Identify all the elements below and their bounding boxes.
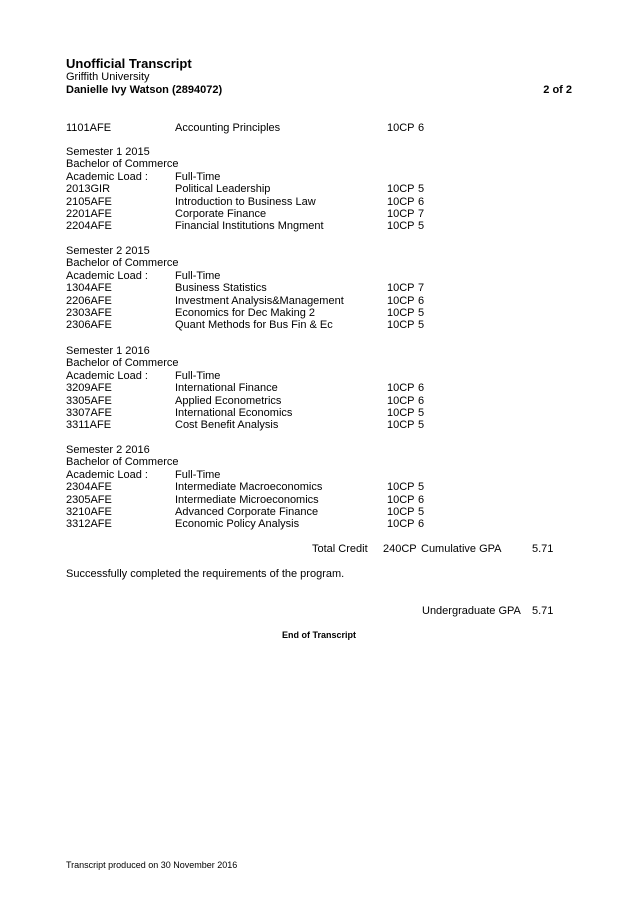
semester-term: Semester 2 2016 bbox=[66, 444, 150, 456]
undergraduate-gpa-value: 5.71 bbox=[532, 605, 554, 617]
course-credit: 10CP bbox=[387, 208, 415, 220]
course-name: Applied Econometrics bbox=[175, 394, 282, 407]
course-name: International Finance bbox=[175, 382, 278, 395]
course-name: Corporate Finance bbox=[175, 208, 267, 220]
produced-date: Transcript produced on 30 November 2016 bbox=[66, 860, 238, 870]
course-name: Quant Methods for Bus Fin & Ec bbox=[175, 319, 333, 332]
course-name: Accounting Principles bbox=[175, 122, 281, 134]
course-code: 3311AFE bbox=[66, 419, 112, 432]
course-code: 2201AFE bbox=[66, 208, 112, 220]
course-credit: 10CP bbox=[387, 407, 415, 419]
course-name: Economics for Dec Making 2 bbox=[175, 307, 315, 319]
course-name: Economic Policy Analysis bbox=[175, 518, 300, 531]
course-credit: 10CP bbox=[387, 282, 415, 295]
course-grade: 5 bbox=[418, 407, 425, 419]
semester-term: Semester 1 2015 bbox=[66, 146, 150, 158]
course-grade: 7 bbox=[418, 282, 425, 295]
academic-load-value: Full-Time bbox=[175, 369, 221, 382]
academic-load-label: Academic Load : bbox=[66, 468, 148, 481]
course-code: 2306AFE bbox=[66, 319, 112, 332]
course-code: 2013GIR bbox=[66, 183, 111, 196]
course-grade: 6 bbox=[418, 294, 425, 307]
course-code: 1304AFE bbox=[66, 282, 112, 295]
course-grade: 6 bbox=[418, 518, 425, 531]
course-code: 3210AFE bbox=[66, 506, 112, 518]
semester-program: Bachelor of Commerce bbox=[66, 257, 179, 270]
course-grade: 5 bbox=[418, 319, 425, 332]
course-grade: 6 bbox=[418, 382, 425, 395]
course-code: 2305AFE bbox=[66, 493, 112, 506]
academic-load-label: Academic Load : bbox=[66, 369, 148, 382]
course-code: 3312AFE bbox=[66, 518, 112, 531]
course-name: Business Statistics bbox=[175, 282, 267, 295]
course-grade: 5 bbox=[418, 481, 425, 494]
semester-program: Bachelor of Commerce bbox=[66, 456, 179, 469]
course-name: Financial Institutions Mngment bbox=[175, 220, 324, 233]
course-credit: 10CP bbox=[387, 382, 415, 395]
course-grade: 6 bbox=[418, 394, 425, 407]
course-name: Introduction to Business Law bbox=[175, 195, 316, 208]
course-name: Advanced Corporate Finance bbox=[175, 506, 319, 518]
course-code: 2204AFE bbox=[66, 220, 112, 233]
course-name: Investment Analysis&Management bbox=[175, 294, 344, 307]
course-grade: 5 bbox=[418, 419, 425, 432]
semester-program: Bachelor of Commerce bbox=[66, 158, 179, 171]
course-code: 2105AFE bbox=[66, 195, 112, 208]
course-credit: 10CP bbox=[387, 419, 415, 432]
course-name: Political Leadership bbox=[175, 183, 271, 196]
course-grade: 6 bbox=[418, 122, 425, 134]
course-code: 3305AFE bbox=[66, 394, 112, 407]
semester-program: Bachelor of Commerce bbox=[66, 357, 179, 370]
course-grade: 5 bbox=[418, 506, 425, 518]
course-credit: 10CP bbox=[387, 183, 415, 196]
course-code: 3209AFE bbox=[66, 382, 112, 395]
course-code: 3307AFE bbox=[66, 407, 112, 419]
course-credit: 10CP bbox=[387, 394, 415, 407]
total-credit-value: 240CP bbox=[383, 543, 417, 555]
undergraduate-gpa-label: Undergraduate GPA bbox=[422, 605, 521, 617]
semester-term: Semester 2 2015 bbox=[66, 245, 150, 257]
academic-load-value: Full-Time bbox=[175, 170, 221, 183]
academic-load-label: Academic Load : bbox=[66, 269, 148, 282]
course-credit: 10CP bbox=[387, 493, 415, 506]
course-grade: 5 bbox=[418, 220, 425, 233]
academic-load-value: Full-Time bbox=[175, 269, 221, 282]
course-credit: 10CP bbox=[387, 506, 415, 518]
end-of-transcript: End of Transcript bbox=[281, 630, 356, 640]
course-name: Intermediate Macroeconomics bbox=[175, 481, 323, 494]
page-number: 2 of 2 bbox=[543, 84, 572, 96]
course-code: 1101AFE bbox=[66, 122, 112, 134]
course-code: 2304AFE bbox=[66, 481, 112, 494]
course-grade: 5 bbox=[418, 183, 425, 196]
completion-note: Successfully completed the requirements of the program. bbox=[66, 568, 345, 580]
course-credit: 10CP bbox=[387, 518, 415, 531]
course-grade: 6 bbox=[418, 493, 425, 506]
transcript-title: Unofficial Transcript bbox=[66, 56, 192, 71]
course-credit: 10CP bbox=[387, 319, 415, 332]
cumulative-gpa-label: Cumulative GPA bbox=[421, 543, 502, 555]
course-credit: 10CP bbox=[387, 481, 415, 494]
course-code: 2303AFE bbox=[66, 307, 112, 319]
student-name: Danielle Ivy Watson (2894072) bbox=[66, 84, 223, 96]
course-name: International Economics bbox=[175, 407, 293, 419]
course-grade: 6 bbox=[418, 195, 425, 208]
course-credit: 10CP bbox=[387, 307, 415, 319]
academic-load-value: Full-Time bbox=[175, 468, 221, 481]
course-code: 2206AFE bbox=[66, 294, 112, 307]
course-name: Cost Benefit Analysis bbox=[175, 419, 279, 432]
course-grade: 7 bbox=[418, 208, 425, 220]
course-credit: 10CP bbox=[387, 220, 415, 233]
course-credit: 10CP bbox=[387, 122, 415, 134]
course-credit: 10CP bbox=[387, 195, 415, 208]
course-name: Intermediate Microeconomics bbox=[175, 493, 319, 506]
course-credit: 10CP bbox=[387, 294, 415, 307]
semester-term: Semester 1 2016 bbox=[66, 345, 150, 357]
cumulative-gpa-value: 5.71 bbox=[532, 543, 554, 555]
course-grade: 5 bbox=[418, 307, 425, 319]
academic-load-label: Academic Load : bbox=[66, 170, 148, 183]
university-name: Griffith University bbox=[66, 71, 150, 83]
total-credit-label: Total Credit bbox=[312, 543, 368, 555]
